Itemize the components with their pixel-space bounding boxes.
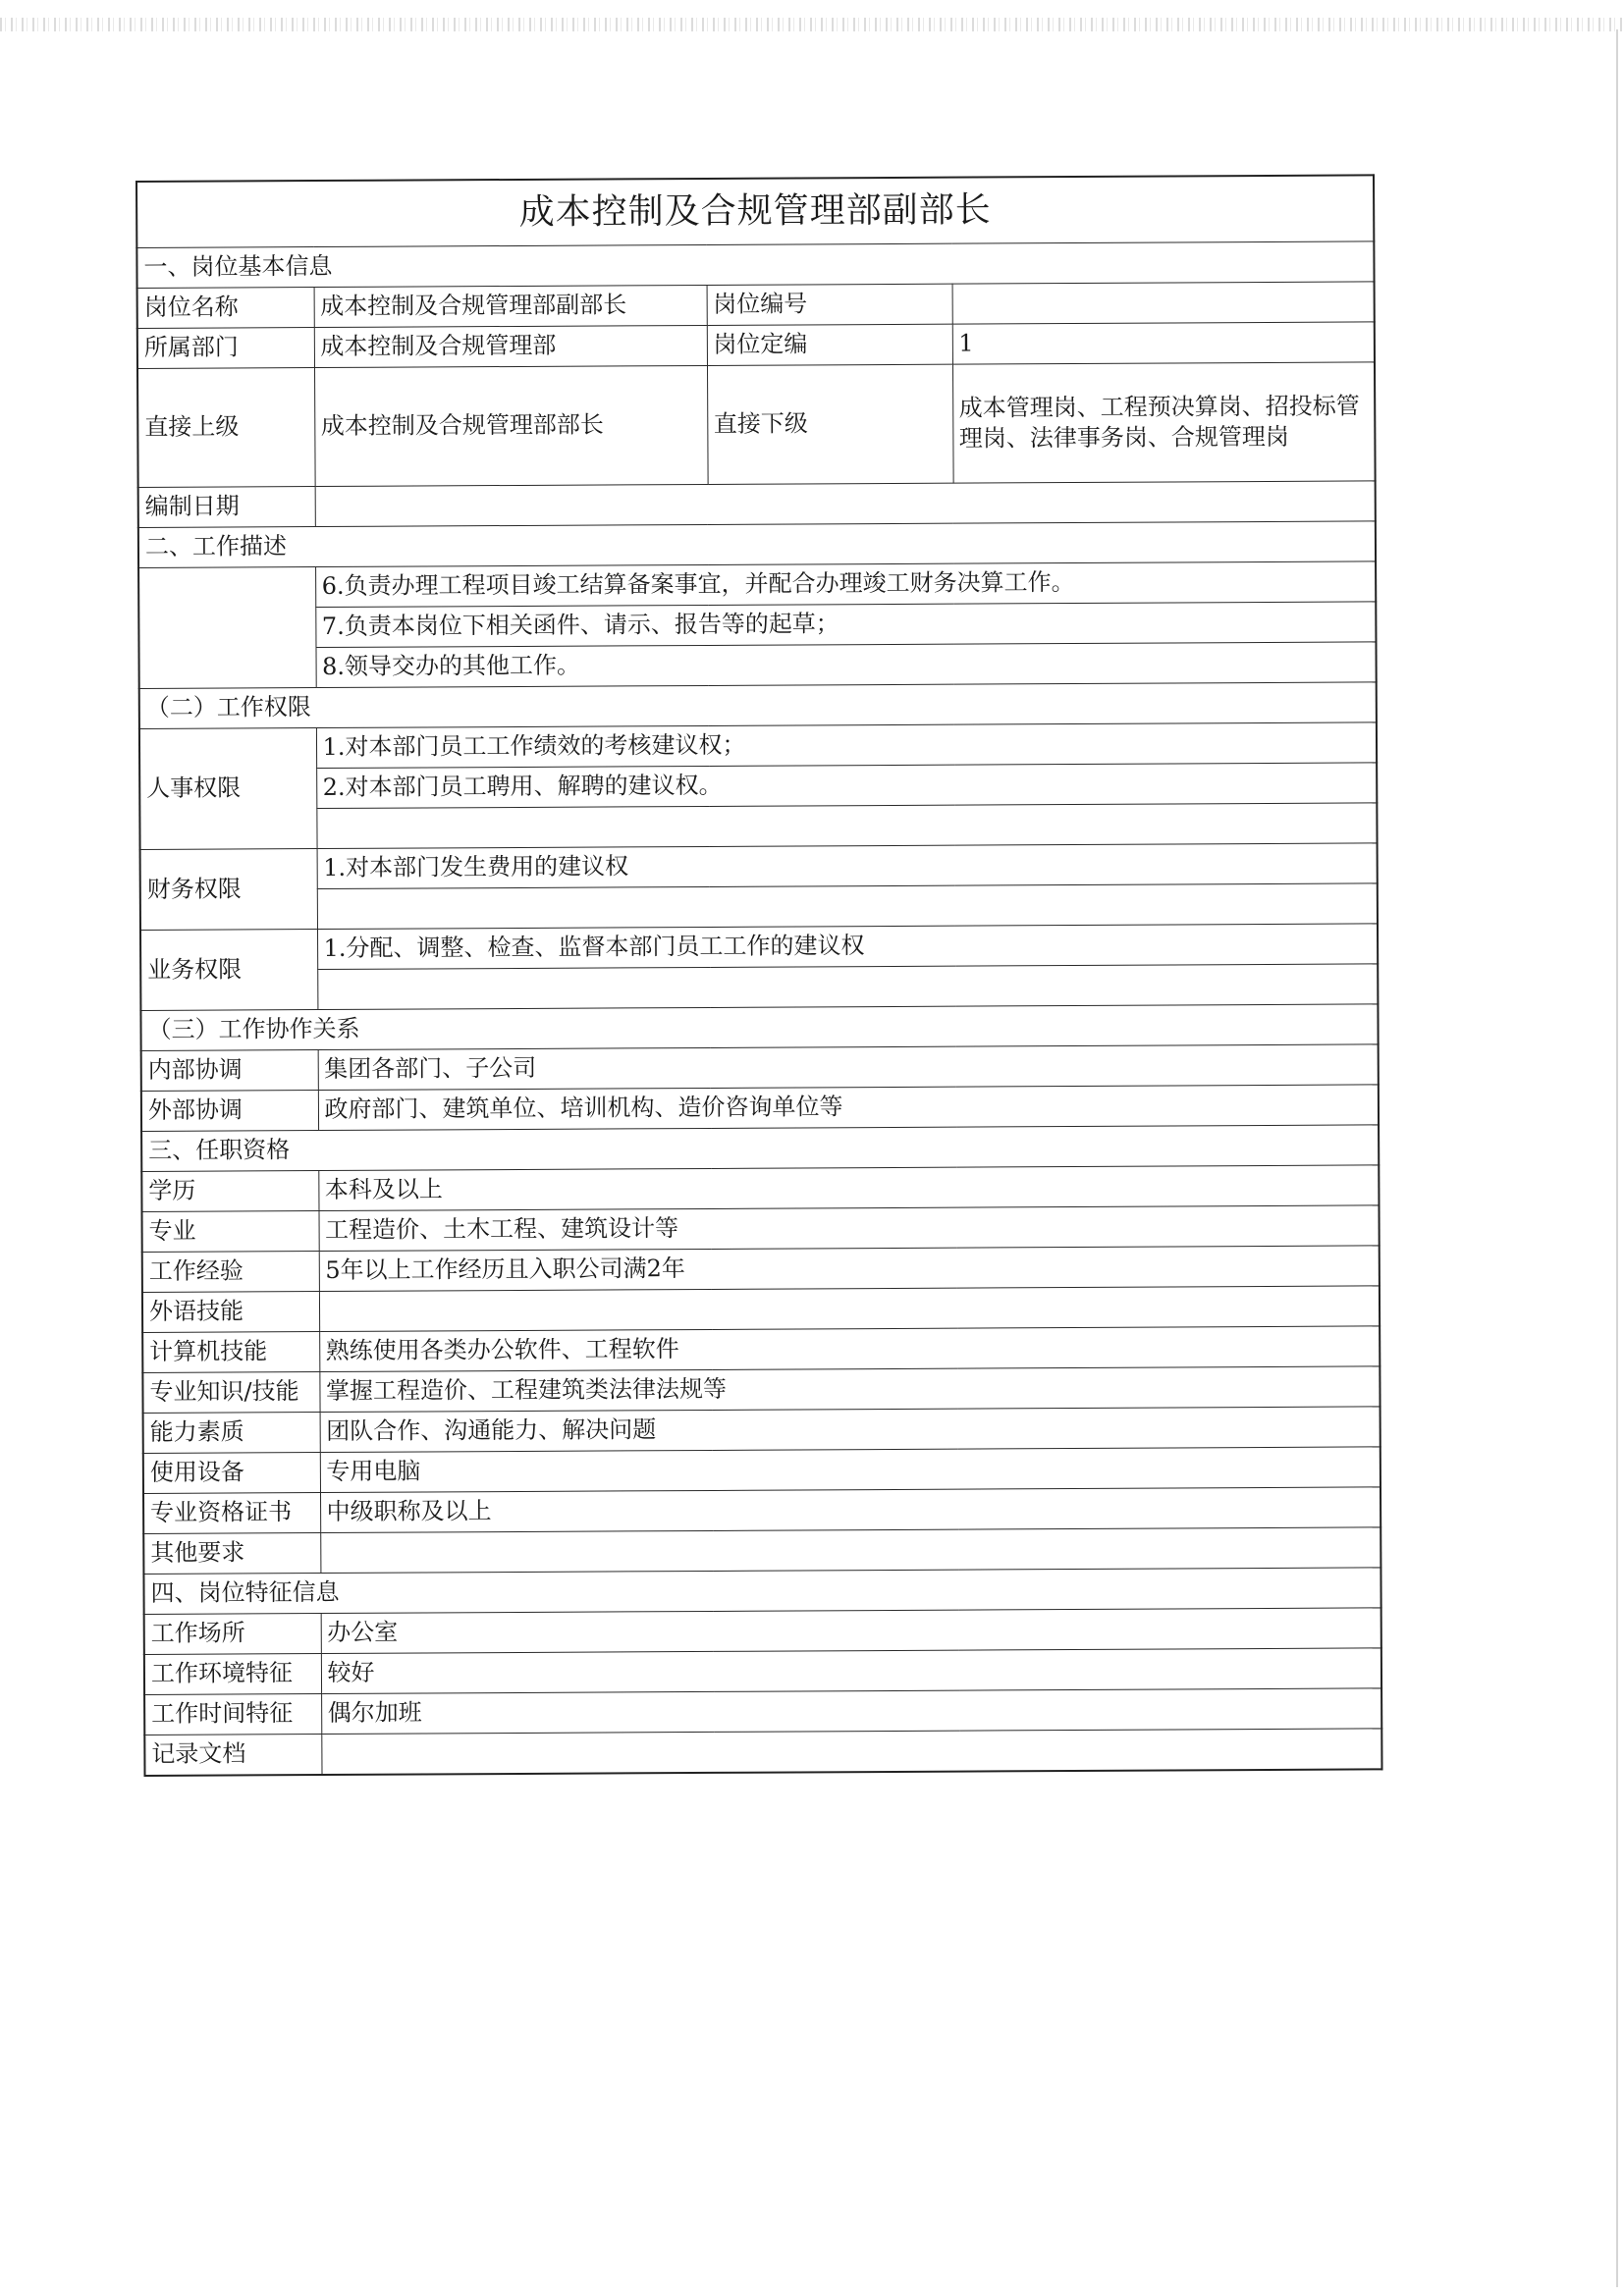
title-row <box>136 175 1374 247</box>
label-cell: 外部协调 <box>141 1091 318 1132</box>
value-cell: 办公室 <box>321 1608 1381 1654</box>
table-row <box>141 1165 1379 1212</box>
section-heading-row <box>141 1125 1379 1172</box>
table-row <box>140 924 1378 971</box>
section-work-description-heading: 二、工作描述 <box>138 521 1376 568</box>
label-cell: 能力素质 <box>143 1413 320 1454</box>
table-row <box>138 561 1376 609</box>
label-cell: 工作场所 <box>144 1614 321 1655</box>
section-heading-row <box>136 241 1374 289</box>
value-cell: 1 <box>952 322 1375 364</box>
label-cell: 记录文档 <box>144 1735 321 1776</box>
value-cell: 掌握工程造价、工程建筑类法律法规等 <box>319 1366 1380 1413</box>
table-row <box>139 763 1377 810</box>
value-cell <box>321 1729 1381 1775</box>
empty-cell <box>316 803 1377 849</box>
label-cell: 外语技能 <box>142 1292 319 1333</box>
list-item: 1.分配、调整、检查、监督本部门员工工作的建议权 <box>317 924 1378 970</box>
table-row <box>142 1205 1380 1253</box>
finance-authority-label: 财务权限 <box>140 849 317 931</box>
section-authority-heading: （二）工作权限 <box>139 682 1377 729</box>
label-cell: 岗位名称 <box>137 288 314 329</box>
list-item: 8.领导交办的其他工作。 <box>315 642 1376 688</box>
table-row <box>144 1648 1381 1695</box>
table-row <box>141 1044 1379 1092</box>
table-row <box>143 1407 1380 1454</box>
table-row <box>138 602 1376 649</box>
value-cell <box>315 481 1376 527</box>
table-row <box>139 803 1377 850</box>
value-cell: 成本控制及合规管理部 <box>314 325 707 367</box>
value-cell <box>319 1286 1380 1332</box>
label-cell: 岗位定编 <box>707 324 952 365</box>
list-item: 1.对本部门员工工作绩效的考核建议权； <box>316 722 1377 769</box>
form-table <box>135 174 1383 1777</box>
table-row <box>142 1246 1380 1293</box>
list-item: 1.对本部门发生费用的建议权 <box>317 843 1378 889</box>
job-description-form <box>135 174 1380 1777</box>
table-row <box>140 883 1378 931</box>
label-cell: 所属部门 <box>137 328 314 369</box>
value-cell: 成本管理岗、工程预决算岗、招投标管理岗、法律事务岗、合规管理岗 <box>952 362 1376 483</box>
value-cell: 中级职称及以上 <box>320 1487 1380 1533</box>
personnel-authority-label: 人事权限 <box>139 728 317 850</box>
label-cell: 内部协调 <box>141 1050 318 1092</box>
empty-cell <box>317 964 1378 1010</box>
value-cell <box>952 282 1375 324</box>
table-row <box>143 1487 1380 1534</box>
value-cell: 工程造价、土木工程、建筑设计等 <box>318 1205 1379 1252</box>
value-cell: 本科及以上 <box>318 1165 1379 1211</box>
label-cell: 工作时间特征 <box>144 1694 321 1735</box>
label-cell: 其他要求 <box>143 1533 320 1575</box>
table-row <box>138 642 1376 689</box>
empty-cell <box>317 883 1378 930</box>
section-heading-row <box>143 1568 1380 1615</box>
empty-label-cell <box>138 567 316 689</box>
label-cell: 工作环境特征 <box>144 1654 321 1695</box>
section-qualifications-heading: 三、任职资格 <box>141 1125 1379 1172</box>
value-cell: 熟练使用各类办公软件、工程软件 <box>319 1326 1380 1372</box>
list-item: 6.负责办理工程项目竣工结算备案事宜，并配合办理竣工财务决算工作。 <box>315 561 1376 608</box>
label-cell: 岗位编号 <box>707 284 952 325</box>
label-cell: 学历 <box>141 1171 318 1212</box>
section-basic-info-heading: 一、岗位基本信息 <box>136 241 1374 289</box>
form-title: 成本控制及合规管理部副部长 <box>136 175 1374 247</box>
value-cell: 5年以上工作经历且入职公司满2年 <box>319 1246 1380 1292</box>
label-cell: 使用设备 <box>143 1453 320 1494</box>
table-row <box>142 1326 1380 1373</box>
scan-edge <box>1616 29 1624 2287</box>
table-row <box>142 1366 1380 1414</box>
section-cooperation-heading: （三）工作协作关系 <box>140 1004 1378 1051</box>
list-item: 2.对本部门员工聘用、解聘的建议权。 <box>316 763 1377 809</box>
table-row <box>143 1527 1380 1575</box>
value-cell: 成本控制及合规管理部部长 <box>314 365 708 486</box>
label-cell: 专业知识/技能 <box>142 1372 319 1414</box>
value-cell: 专用电脑 <box>320 1447 1380 1493</box>
label-cell: 计算机技能 <box>142 1332 319 1373</box>
value-cell: 团队合作、沟通能力、解决问题 <box>320 1407 1380 1453</box>
label-cell: 专业资格证书 <box>143 1493 320 1534</box>
table-row <box>143 1447 1380 1494</box>
table-row <box>137 322 1375 369</box>
table-row <box>144 1608 1381 1655</box>
table-row <box>140 964 1378 1011</box>
value-cell: 较好 <box>321 1648 1381 1694</box>
value-cell: 成本控制及合规管理部副部长 <box>314 285 707 327</box>
section-heading-row <box>139 682 1377 729</box>
table-row <box>137 282 1375 329</box>
table-row <box>144 1688 1381 1735</box>
table-row <box>144 1729 1381 1776</box>
section-heading-row <box>138 521 1376 568</box>
table-row <box>138 481 1376 528</box>
label-cell: 编制日期 <box>138 487 315 528</box>
section-heading-row <box>140 1004 1378 1051</box>
table-row <box>141 1085 1379 1132</box>
scan-noise <box>0 18 1624 31</box>
table-row <box>142 1286 1380 1333</box>
list-item: 7.负责本岗位下相关函件、请示、报告等的起草； <box>315 602 1376 648</box>
label-cell: 工作经验 <box>142 1252 319 1293</box>
business-authority-label: 业务权限 <box>140 930 317 1011</box>
label-cell: 直接上级 <box>137 368 315 488</box>
value-cell: 政府部门、建筑单位、培训机构、造价咨询单位等 <box>318 1085 1379 1131</box>
table-row <box>137 362 1376 488</box>
table-row <box>140 843 1378 890</box>
value-cell: 集团各部门、子公司 <box>318 1044 1379 1091</box>
value-cell: 偶尔加班 <box>321 1688 1381 1735</box>
value-cell <box>320 1527 1380 1574</box>
label-cell: 直接下级 <box>707 364 953 484</box>
section-features-heading: 四、岗位特征信息 <box>143 1568 1380 1615</box>
label-cell: 专业 <box>142 1211 319 1253</box>
table-row <box>139 722 1377 770</box>
